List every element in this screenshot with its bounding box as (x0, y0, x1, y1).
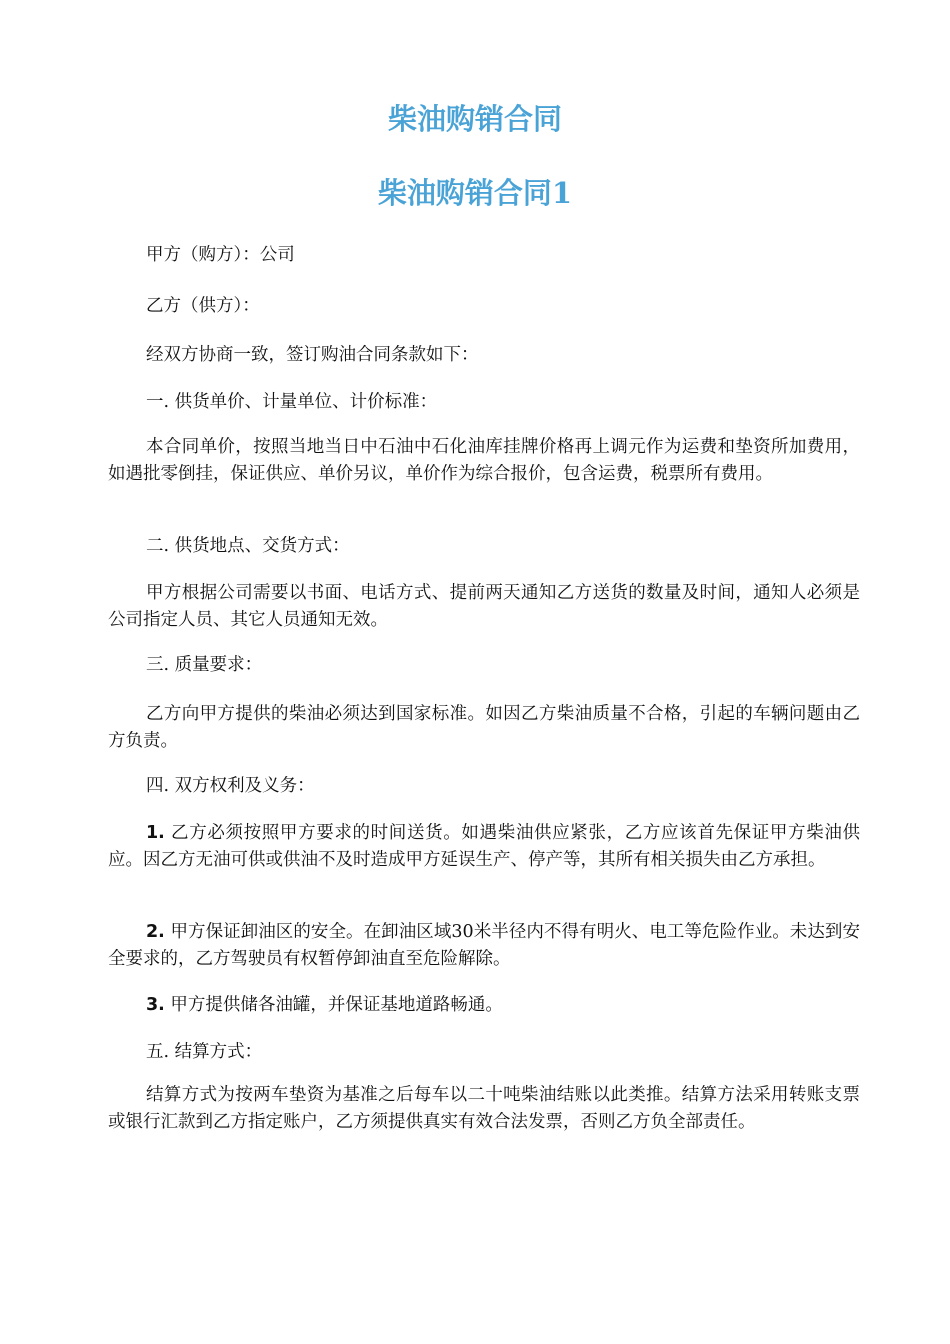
section-5-body: 结算方式为按两车垫资为基准之后每车以二十吨柴油结账以此类推。结算方法采用转账支票或银行汇款到乙方指定账户，乙方须提供真实有效合法发票，否则乙方负全部责任。 (108, 1085, 860, 1132)
intro-paragraph: 经双方协商一致，签订购油合同条款如下： (146, 345, 479, 365)
obligation-item-3 (108, 992, 860, 1019)
obligation-item-2 (108, 919, 860, 973)
obligation-item-1 (108, 820, 860, 874)
item-number: 2. (146, 922, 165, 942)
document-title: 柴油购销合同 (387, 102, 562, 136)
item-number: 3. (146, 995, 165, 1015)
item-text: 乙方必须按照甲方要求的时间送货。如遇柴油供应紧张，乙方应该首先保证甲方柴油供应。因乙方无油可供或供油不及时造成甲方延误生产、停产等，其所有相关损失由乙方承担。 (108, 823, 860, 870)
section-1-body: 本合同单价，按照当地当日中石油中石化油库挂牌价格再上调元作为运费和垫资所加费用，如遇批零倒挂，保证供应、单价另议，单价作为综合报价，包含运费，税票所有费用。 (108, 437, 860, 484)
section-heading-5: 五. 结算方式： (146, 1042, 263, 1062)
section-3-body: 乙方向甲方提供的柴油必须达到国家标准。如因乙方柴油质量不合格，引起的车辆问题由乙方负责。 (108, 704, 860, 751)
section-2-body: 甲方根据公司需要以书面、电话方式、提前两天通知乙方送货的数量及时间，通知人必须是公司指定人员、其它人员通知无效。 (108, 583, 860, 630)
document-subtitle: 柴油购销合同1 (377, 176, 573, 210)
item-text: 甲方保证卸油区的安全。在卸油区域30米半径内不得有明火、电工等危险作业。未达到安全要求的，乙方驾驶员有权暂停卸油直至危险解除。 (108, 922, 860, 969)
item-number: 1. (146, 823, 165, 843)
section-heading-3: 三. 质量要求： (146, 655, 263, 675)
item-text: 甲方提供储各油罐，并保证基地道路畅通。 (170, 995, 503, 1015)
section-heading-2: 二. 供货地点、交货方式： (146, 536, 350, 556)
section-heading-1: 一. 供货单价、计量单位、计价标准： (146, 392, 438, 412)
party-b-line: 乙方（供方）： (146, 296, 260, 316)
party-a-line: 甲方（购方）：公司 (146, 245, 295, 265)
section-heading-4: 四. 双方权利及义务： (146, 776, 315, 796)
